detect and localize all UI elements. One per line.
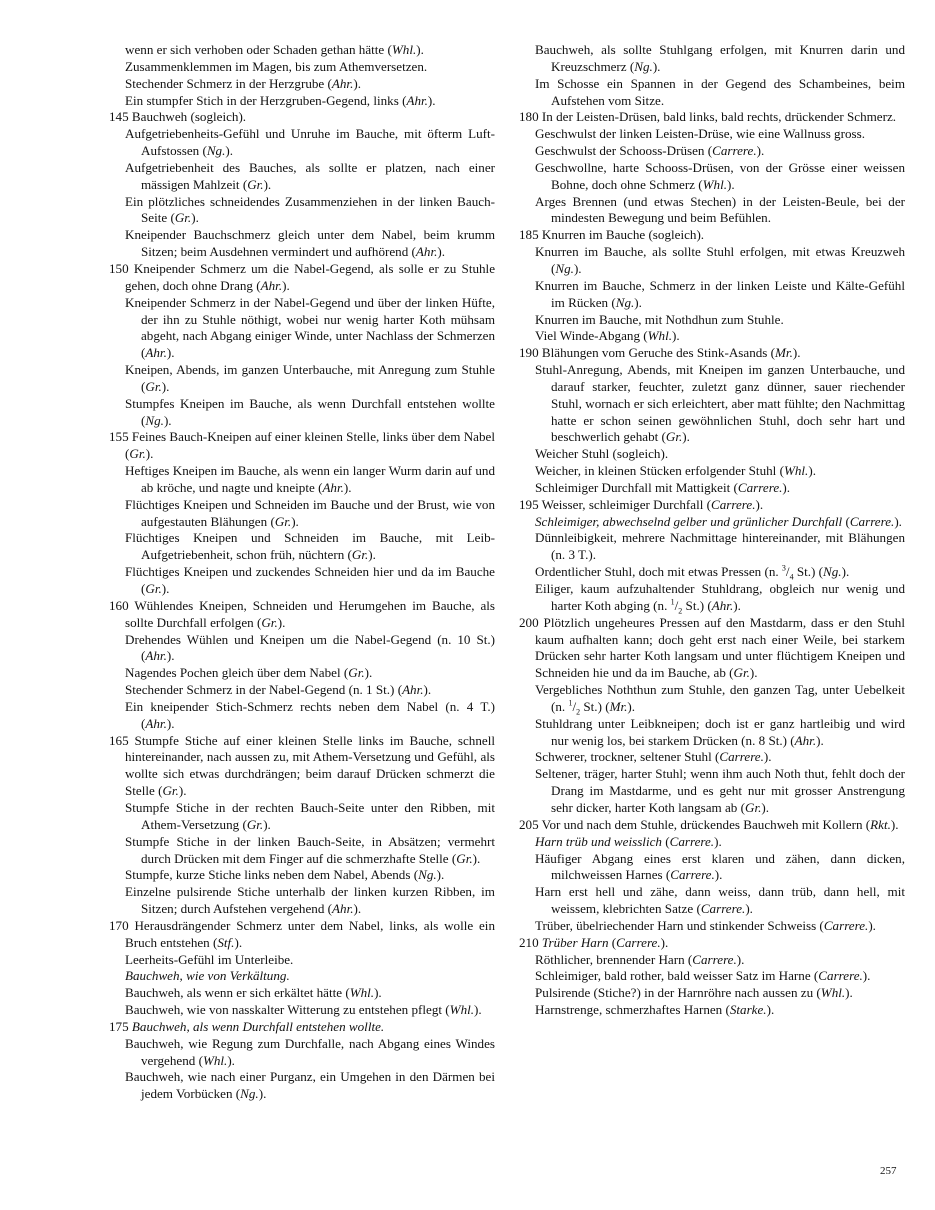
symptom-entry: Ordentlicher Stuhl, doch mit etwas Pressen (n. $^3/_4$ St.) (Ng.). [535,563,850,582]
symptom-entry: wenn er sich verhoben oder Schaden gethan hätte (Whl.). [125,42,424,57]
symptom-entry: Eiliger, kaum aufzuhaltender Stuhldrang, obgleich nur wenig und harter Koth abging (n. $^1/_2$ St.) (Ahr.). [535,581,905,616]
symptom-entry: Weicher Stuhl (sogleich). [535,446,669,462]
symptom-entry: Geschwollne, harte Schooss-Drüsen, von der Grösse einer weissen Bohne, doch ohne Schmerz (Whl.). [535,159,905,192]
symptom-entry: 210 Trüber Harn (Carrere.). [519,934,669,950]
symptom-entry: Bauchweh, als sollte Stuhlgang erfolgen, mit Knurren darin und Kreuzschmerz (Ng.). [535,42,905,74]
symptom-entry: 190 Blähungen vom Geruche des Stink-Asands (Mr.). [519,345,801,361]
symptom-entry: Ein stumpfer Stich in der Herzgruben-Gegend, links (Ahr.). [125,92,436,108]
symptom-entry: Harn trüb und weisslich (Carrere.). [535,833,722,849]
symptom-entry: 155 Feines Bauch-Kneipen auf einer kleinen Stelle, links über dem Nabel (Gr.). [109,429,495,462]
symptom-entry: Nagendes Pochen gleich über dem Nabel (Gr.). [125,665,373,681]
symptom-entry: 170 Herausdrängender Schmerz unter dem Nabel, links, als wolle ein Bruch entstehen (Stf.). [109,917,495,950]
symptom-entry: Schleimiger, abwechselnd gelber und grünlicher Durchfall (Carrere.). [535,513,902,529]
symptom-entry: 145 Bauchweh (sogleich). [109,109,247,125]
right-column [519,42,905,1019]
symptom-entry: Einzelne pulsirende Stiche unterhalb der linken kurzen Ribben, im Sitzen; durch Aufstehen vergehend (Ahr.). [125,884,495,917]
symptom-entry: Bauchweh, wie von nasskalter Witterung zu entstehen pflegt (Whl.). [125,1002,482,1018]
symptom-entry: 175 Bauchweh, als wenn Durchfall entstehen wollte. [109,1018,385,1034]
symptom-entry: Kneipender Bauchschmerz gleich unter dem Nabel, beim krumm Sitzen; beim Ausdehnen vermindert und aufhörend (Ahr.). [125,227,495,260]
symptom-entry: Seltener, träger, harter Stuhl; wenn ihm auch Noth thut, fehlt doch der Drang im Mastdarme, und es geht nur mit grosser Anstrengung sehr dicker, harter Koth langsam ab (Gr.). [535,766,905,815]
symptom-entry: Dünnleibigkeit, mehrere Nachmittage hintereinander, mit Blähungen (n. 3 T.). [535,530,905,563]
symptom-entry: Drehendes Wühlen und Kneipen um die Nabel-Gegend (n. 10 St.) (Ahr.). [125,631,495,664]
symptom-entry: Stechender Schmerz in der Nabel-Gegend (n. 1 St.) (Ahr.). [125,682,432,698]
symptom-entry: Flüchtiges Kneipen und Schneiden im Bauche, mit Leib-Aufgetriebenheit, schon früh, nüchtern (Gr.). [125,530,495,563]
symptom-entry: 150 Kneipender Schmerz um die Nabel-Gegend, als solle er zu Stuhle gehen, doch ohne Drang (Ahr.). [109,260,495,293]
symptom-entry: Knurren im Bauche, als sollte Stuhl erfolgen, mit etwas Kreuzweh (Ng.). [535,244,905,276]
symptom-entry: Leerheits-Gefühl im Unterleibe. [125,951,294,967]
symptom-entry: Bauchweh, als wenn er sich erkältet hätte (Whl.). [125,985,382,1001]
symptom-entry: Im Schosse ein Spannen in der Gegend des Schambeines, beim Aufstehen vom Sitze. [535,75,905,108]
symptom-entry: Trüber, übelriechender Harn und stinkender Schweiss (Carrere.). [535,917,876,933]
symptom-entry: Flüchtiges Kneipen und zuckendes Schneiden hier und da im Bauche (Gr.). [125,564,495,596]
symptom-entry: Aufgetriebenheits-Gefühl und Unruhe im Bauche, mit öfterm Luft-Aufstossen (Ng.). [125,126,495,159]
symptom-entry: Röthlicher, brennender Harn (Carrere.). [535,951,745,967]
symptom-entry: Kneipen, Abends, im ganzen Unterbauche, mit Anregung zum Stuhle (Gr.). [125,362,495,394]
symptom-entry: 180 In der Leisten-Drüsen, bald links, bald rechts, drückender Schmerz. [519,109,897,125]
symptom-entry: Harn erst hell und zähe, dann weiss, dann trüb, dann hell, mit weissem, klebrichten Satze (Carrere.). [535,884,905,917]
symptom-entry: Heftiges Kneipen im Bauche, als wenn ein langer Wurm darin auf und ab kröche, und nagte und kneipte (Ahr.). [125,463,495,495]
symptom-entry: Stuhl-Anregung, Abends, mit Kneipen im ganzen Unterbauche, und darauf starker, feuchter, zuletzt ganz dünner, sauer riechender Stuhl, wornach er sich erleichtert, aber matt fühlte; den Nachmittag hatte er schon seinen gewöhnlichen Stuhl, doch sehr hart und beschwerlich gehabt (Gr.). [535,362,905,445]
symptom-entry: 165 Stumpfe Stiche auf einer kleinen Stelle links im Bauche, schnell hintereinander, nach aussen zu, mit Athem-Versetzung und Gefühl, als wollte sich etwas durchdrängen; beim darauf Drücken schmerzt die Stelle (Gr.). [109,732,495,799]
symptom-entry: Knurren im Bauche, Schmerz in der linken Leiste und Kälte-Gefühl im Rücken (Ng.). [535,277,905,310]
symptom-entry: 195 Weisser, schleimiger Durchfall (Carrere.). [519,496,764,512]
symptom-entry: Vergebliches Noththun zum Stuhle, den ganzen Tag, unter Uebelkeit (n. $^1/_2$ St.) (Mr.). [535,682,905,717]
symptom-entry: Stechender Schmerz in der Herzgrube (Ahr.). [125,75,361,91]
symptom-entry: Ein kneipender Stich-Schmerz rechts neben dem Nabel (n. 4 T.) (Ahr.). [125,698,495,731]
symptom-entry: 185 Knurren im Bauche (sogleich). [519,227,705,243]
symptom-entry: Weicher, in kleinen Stücken erfolgender Stuhl (Whl.). [535,463,816,479]
symptom-entry: Bauchweh, wie nach einer Purganz, ein Umgehen in den Därmen bei jedem Vorbücken (Ng.). [125,1069,495,1102]
symptom-entry: Knurren im Bauche, mit Nothdhun zum Stuhle. [535,311,784,327]
symptom-entry: Bauchweh, wie von Verkältung. [125,968,290,984]
symptom-entry: Pulsirende (Stiche?) in der Harnröhre nach aussen zu (Whl.). [535,985,853,1001]
symptom-entry: Ein plötzliches schneidendes Zusammenziehen in der linken Bauch-Seite (Gr.). [125,193,495,226]
symptom-entry: Stumpfes Kneipen im Bauche, als wenn Durchfall entstehen wollte (Ng.). [125,395,495,428]
left-column [109,42,495,1103]
symptom-entry: Stumpfe Stiche in der rechten Bauch-Seite unter den Ribben, mit Athem-Versetzung (Gr.). [125,799,495,832]
symptom-entry: Stumpfe, kurze Stiche links neben dem Nabel, Abends (Ng.). [125,867,445,883]
symptom-entry: Schleimiger, bald rother, bald weisser Satz im Harne (Carrere.). [535,968,871,984]
symptom-entry: Harnstrenge, schmerzhaftes Harnen (Starke.). [535,1002,775,1018]
symptom-entry: 200 Plötzlich ungeheures Pressen auf den Mastdarm, dass er den Stuhl kaum aufhalten kann; doch geht erst nach einer Weile, bei starkem Drücken sehr harter Koth langsam und unter flüchtigem Kneipen und Schneiden hie und da im Bauche, ab (Gr.). [519,614,905,681]
symptom-entry: Schleimiger Durchfall mit Mattigkeit (Carrere.). [535,479,791,495]
page-number: 257 [880,1165,897,1177]
symptom-entry: Aufgetriebenheit des Bauches, als sollte er platzen, nach einer mässigen Mahlzeit (Gr.). [125,159,495,192]
symptom-entry: Geschwulst der Schooss-Drüsen (Carrere.). [535,143,765,159]
symptom-entry: Flüchtiges Kneipen und Schneiden im Bauche und der Brust, wie von aufgestauten Blähungen (Gr.). [125,496,495,529]
symptom-entry: Geschwulst der linken Leisten-Drüse, wie eine Wallnuss gross. [535,126,865,142]
symptom-entry: Stuhldrang unter Leibkneipen; doch ist er ganz hartleibig und wird nur wenig los, bei starkem Drücken (n. 8 St.) (Ahr.). [535,715,905,748]
symptom-entry: Bauchweh, wie Regung zum Durchfalle, nach Abgang eines Windes vergehend (Whl.). [125,1035,495,1068]
symptom-entry: 205 Vor und nach dem Stuhle, drückendes Bauchweh mit Kollern (Rkt.). [519,816,899,832]
symptom-entry: Kneipender Schmerz in der Nabel-Gegend und über der linken Hüfte, der ihn zu Stuhle nöthigt, wobei nur wenig harter Koth mühsam abgeht, nach Abgang einiger Winde, unter Nachlass der Schmerzen (Ahr.). [125,294,495,361]
symptom-entry: Häufiger Abgang eines erst klaren und zähen, dann dicken, milchweissen Harnes (Carrere.). [535,850,905,883]
symptom-entry: Schwerer, trockner, seltener Stuhl (Carrere.). [535,749,772,765]
symptom-entry: 160 Wühlendes Kneipen, Schneiden und Herumgehen im Bauche, als sollte Durchfall erfolgen (Gr.). [109,597,495,630]
symptom-entry: Arges Brennen (und etwas Stechen) in der Leisten-Beule, bei der mindesten Bewegung und beim Befühlen. [535,193,905,226]
symptom-entry: Zusammenklemmen im Magen, bis zum Athemversetzen. [125,58,428,74]
symptom-entry: Stumpfe Stiche in der linken Bauch-Seite, in Absätzen; vermehrt durch Drücken mit dem Finger auf die schmerzhafte Stelle (Gr.). [125,833,495,866]
symptom-entry: Viel Winde-Abgang (Whl.). [535,328,680,344]
